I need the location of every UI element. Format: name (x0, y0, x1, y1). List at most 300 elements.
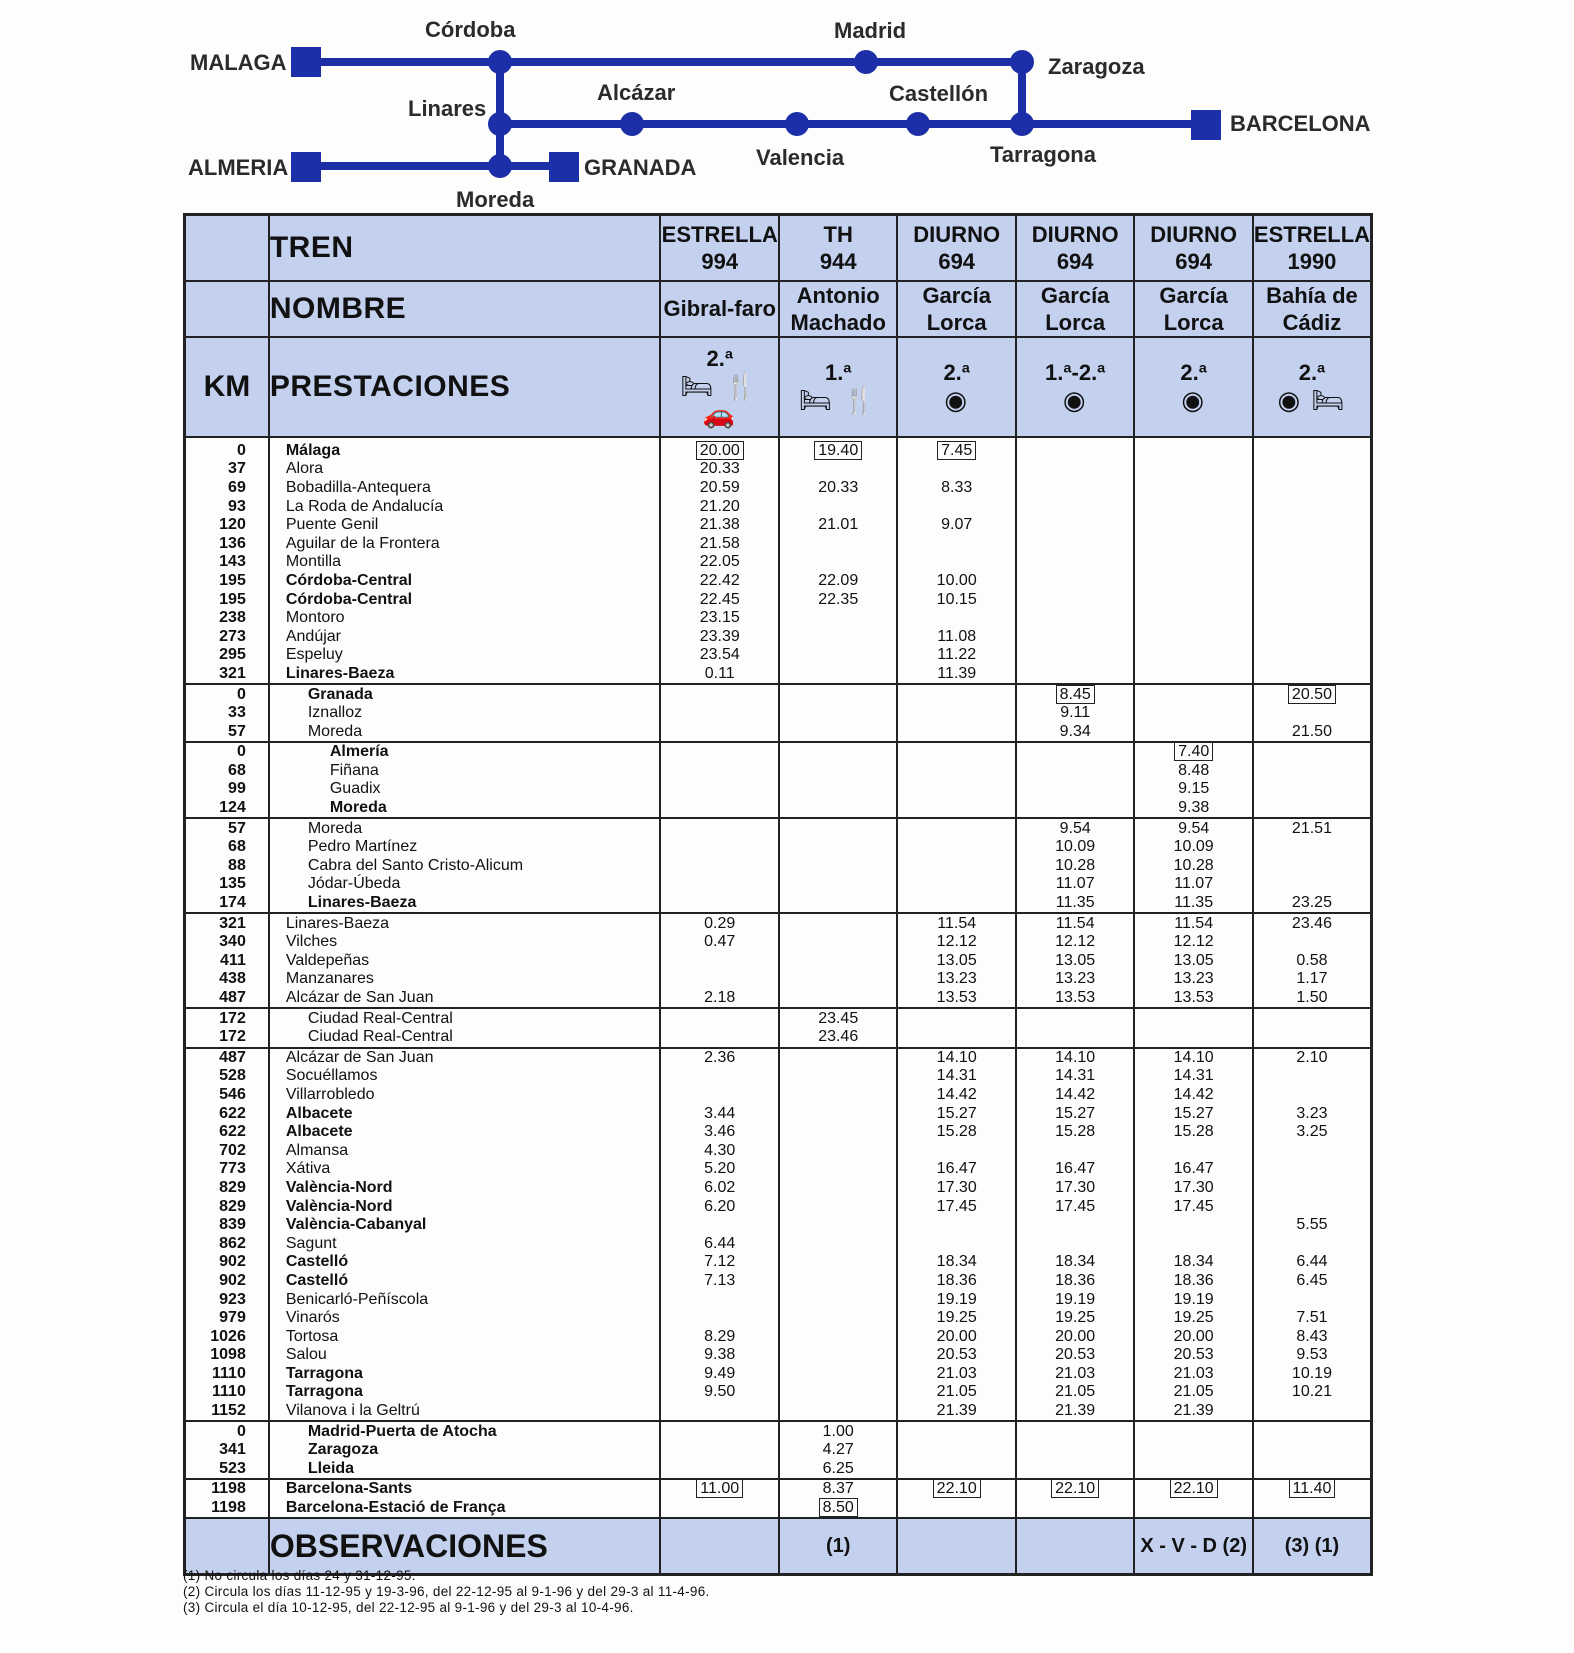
time-cell (779, 1086, 897, 1105)
departure-time: 9.15 (1178, 780, 1210, 798)
time-cell (897, 590, 1015, 609)
km-value: 862 (185, 1234, 269, 1253)
table-row (185, 1346, 1372, 1365)
departure-time: 9.54 (1178, 819, 1210, 837)
departure-time: 0.47 (704, 933, 736, 951)
time-cell (660, 1309, 778, 1328)
time-cell (1016, 1160, 1134, 1179)
table-row (185, 497, 1372, 516)
time-cell (660, 590, 778, 609)
time-cell (897, 627, 1015, 646)
time-cell (779, 572, 897, 591)
departure-time: 11.35 (1055, 894, 1095, 912)
time-cell (1016, 1383, 1134, 1402)
time-cell (1134, 742, 1252, 762)
departure-time: 22.05 (699, 553, 740, 571)
departure-time: 10.19 (1291, 1364, 1332, 1382)
departure-time: 13.23 (936, 970, 977, 988)
departure-time: 18.34 (1173, 1253, 1214, 1271)
time-cell (1016, 590, 1134, 609)
station-name: Córdoba-Central (269, 572, 661, 591)
time-cell (660, 1402, 778, 1422)
departure-time: 11.54 (937, 914, 977, 932)
km-value: 68 (185, 838, 269, 857)
departure-time: 6.02 (704, 1178, 736, 1196)
time-cell (660, 1216, 778, 1235)
time-cell (660, 1086, 778, 1105)
time-cell (1134, 989, 1252, 1009)
time-cell (897, 913, 1015, 933)
km-value: 902 (185, 1272, 269, 1291)
time-cell (1134, 1104, 1252, 1123)
time-cell (897, 1290, 1015, 1309)
table-row (185, 1402, 1372, 1422)
time-cell (1253, 1216, 1372, 1235)
departure-time: 8.29 (704, 1327, 736, 1345)
departure-time: 19.25 (1173, 1309, 1214, 1327)
time-cell (1253, 1365, 1372, 1384)
time-cell (1134, 1028, 1252, 1048)
table-row (185, 722, 1372, 742)
table-row (185, 646, 1372, 665)
departure-time: 21.50 (1291, 722, 1332, 740)
time-cell (897, 1160, 1015, 1179)
terminal-barcelona (1191, 110, 1221, 140)
time-cell (897, 460, 1015, 479)
departure-time: 17.30 (1055, 1178, 1096, 1196)
time-cell (897, 799, 1015, 819)
departure-time: 23.25 (1291, 894, 1332, 912)
time-cell (1134, 627, 1252, 646)
station-name: Lleida (269, 1460, 661, 1480)
km-value: 238 (185, 609, 269, 628)
station-name: Castelló (269, 1272, 661, 1291)
km-value: 68 (185, 762, 269, 781)
departure-time: 20.53 (1055, 1346, 1096, 1364)
departure-time: 22.09 (818, 571, 859, 589)
time-cell (1134, 1441, 1252, 1460)
city-label: Castellón (889, 81, 989, 106)
departure-time: 7.13 (704, 1271, 736, 1289)
time-cell (1134, 1234, 1252, 1253)
km-value: 57 (185, 818, 269, 838)
time-cell (660, 1028, 778, 1048)
time-cell (897, 818, 1015, 838)
table-row (185, 1141, 1372, 1160)
departure-time: 15.27 (936, 1104, 977, 1122)
time-cell (779, 1216, 897, 1235)
time-cell (1016, 1309, 1134, 1328)
departure-time: 14.42 (936, 1085, 977, 1103)
station-name: Linares-Baeza (269, 665, 661, 685)
station-name: Granada (269, 684, 661, 704)
departure-time: 9.34 (1059, 722, 1091, 740)
time-cell (1253, 479, 1372, 498)
label-prestaciones: PRESTACIONES (269, 337, 661, 437)
station-name: Almansa (269, 1141, 661, 1160)
km-value: 487 (185, 1048, 269, 1068)
station-name: Vilanova i la Geltrú (269, 1402, 661, 1422)
time-cell (1253, 970, 1372, 989)
table-row (185, 1499, 1372, 1519)
departure-time: 6.20 (704, 1197, 736, 1215)
cafeteria-icon: ◉ (1181, 384, 1206, 415)
departure-time: 6.44 (1296, 1253, 1328, 1271)
cafeteria-sleeper-icon: ◉ 🛏 (1277, 384, 1347, 415)
time-cell (779, 933, 897, 952)
departure-time: 10.28 (1055, 856, 1096, 874)
observaciones-row (185, 1518, 1372, 1575)
departure-time: 22.35 (818, 590, 859, 608)
time-cell (1253, 1290, 1372, 1309)
time-cell (897, 479, 1015, 498)
table-row (185, 1028, 1372, 1048)
time-cell (1253, 534, 1372, 553)
km-value: 340 (185, 933, 269, 952)
time-cell (897, 1327, 1015, 1346)
time-cell (779, 704, 897, 723)
departure-time: 13.05 (1055, 951, 1096, 969)
time-cell (897, 704, 1015, 723)
departure-time: 6.45 (1296, 1271, 1328, 1289)
station-name: Montoro (269, 609, 661, 628)
time-cell (660, 572, 778, 591)
departure-time: 8.48 (1178, 761, 1210, 779)
time-cell (897, 762, 1015, 781)
departure-time: 14.42 (1173, 1085, 1214, 1103)
time-cell (779, 762, 897, 781)
km-value: 1110 (185, 1383, 269, 1402)
city-label: MALAGA (190, 50, 287, 75)
time-cell (660, 1160, 778, 1179)
departure-time: 7.12 (704, 1253, 736, 1271)
time-cell (1134, 1290, 1252, 1309)
time-cell (1253, 1067, 1372, 1086)
table-row (185, 1067, 1372, 1086)
departure-time: 23.15 (699, 609, 740, 627)
footnotes (183, 1568, 710, 1616)
departure-time: 11.00 (696, 1479, 743, 1498)
time-cell (779, 1160, 897, 1179)
km-value: 411 (185, 952, 269, 971)
time-cell (1134, 1253, 1252, 1272)
station-name: Moreda (269, 799, 661, 819)
time-cell (1134, 1216, 1252, 1235)
time-cell (779, 894, 897, 914)
time-cell (897, 1441, 1015, 1460)
time-cell (1134, 1421, 1252, 1441)
km-value: 829 (185, 1179, 269, 1198)
station-name: Linares-Baeza (269, 913, 661, 933)
time-cell (1253, 1028, 1372, 1048)
time-cell (1016, 1028, 1134, 1048)
time-cell (1253, 1421, 1372, 1441)
time-cell (660, 1383, 778, 1402)
departure-time: 11.07 (1055, 875, 1095, 893)
departure-time: 23.46 (1291, 914, 1332, 932)
station-name: Pedro Martínez (269, 838, 661, 857)
terminal-granada (549, 152, 579, 182)
departure-time: 11.35 (1174, 894, 1214, 912)
km-value: 622 (185, 1123, 269, 1142)
table-row (185, 970, 1372, 989)
km-value: 136 (185, 534, 269, 553)
time-cell (1016, 1365, 1134, 1384)
time-cell (1253, 1383, 1372, 1402)
time-cell (1016, 894, 1134, 914)
km-value: 1110 (185, 1365, 269, 1384)
station-name: Xátiva (269, 1160, 661, 1179)
time-cell (1016, 553, 1134, 572)
departure-time: 18.36 (936, 1271, 977, 1289)
time-cell (779, 1499, 897, 1519)
departure-time: 21.03 (936, 1364, 977, 1382)
time-cell (897, 1216, 1015, 1235)
time-cell (1134, 460, 1252, 479)
departure-time: 9.07 (941, 516, 973, 534)
departure-time: 9.38 (1178, 799, 1210, 817)
table-row (185, 1290, 1372, 1309)
time-cell (897, 989, 1015, 1009)
time-cell (1134, 1383, 1252, 1402)
train-col-header: DIURNO 694 (1134, 215, 1252, 281)
departure-time: 17.45 (936, 1197, 977, 1215)
time-cell (779, 1104, 897, 1123)
departure-time: 19.19 (1055, 1290, 1096, 1308)
station-name: València-Nord (269, 1179, 661, 1198)
stop-zaragoza (1010, 50, 1034, 74)
station-name: Iznalloz (269, 704, 661, 723)
time-cell (1016, 534, 1134, 553)
train-col-header: TH 944 (779, 215, 897, 281)
table-row (185, 553, 1372, 572)
time-cell (897, 534, 1015, 553)
time-cell (779, 1272, 897, 1291)
departure-time: 17.45 (1055, 1197, 1096, 1215)
time-cell (897, 1309, 1015, 1328)
time-cell (660, 516, 778, 535)
departure-time: 11.54 (1174, 914, 1214, 932)
time-cell (1016, 497, 1134, 516)
departure-time: 3.44 (704, 1104, 736, 1122)
train-class: 1.ª-2.ª (1045, 359, 1106, 385)
table-row (185, 1460, 1372, 1480)
departure-time: 23.39 (699, 627, 740, 645)
time-cell (1016, 1104, 1134, 1123)
city-label: Tarragona (990, 142, 1096, 167)
km-value: 702 (185, 1141, 269, 1160)
time-cell (660, 838, 778, 857)
station-name: Tarragona (269, 1365, 661, 1384)
km-value: 523 (185, 1460, 269, 1480)
time-cell (1016, 818, 1134, 838)
departure-time: 19.19 (1173, 1290, 1214, 1308)
footnote: (1) No circula los días 24 y 31-12-95. (183, 1568, 416, 1583)
departure-time: 4.27 (822, 1441, 854, 1459)
time-cell (897, 1421, 1015, 1441)
table-row (185, 1309, 1372, 1328)
sleeper-restaurant-icon: 🛏 🍴 (798, 384, 878, 415)
departure-time: 2.10 (1296, 1048, 1328, 1066)
time-cell (1253, 1479, 1372, 1499)
departure-time: 17.45 (1173, 1197, 1214, 1215)
time-cell (1016, 627, 1134, 646)
time-cell (1134, 1086, 1252, 1105)
station-name: Guadix (269, 780, 661, 799)
train-name: Antonio Machado (779, 281, 897, 337)
time-cell (1253, 1086, 1372, 1105)
departure-time: 17.30 (936, 1178, 977, 1196)
time-cell (1134, 970, 1252, 989)
departure-time: 7.51 (1296, 1309, 1328, 1327)
time-cell (1253, 609, 1372, 628)
departure-time: 2.18 (704, 989, 736, 1007)
time-cell (779, 1253, 897, 1272)
time-cell (779, 1179, 897, 1198)
departure-time: 19.40 (814, 441, 862, 460)
time-cell (660, 933, 778, 952)
train-col-header: DIURNO 694 (1016, 215, 1134, 281)
table-row (185, 590, 1372, 609)
table-row (185, 437, 1372, 461)
time-cell (779, 1441, 897, 1460)
time-cell (779, 970, 897, 989)
departure-time: 20.33 (699, 460, 740, 478)
station-name: Barcelona-Estació de França (269, 1499, 661, 1519)
time-cell (897, 1067, 1015, 1086)
table-row (185, 1421, 1372, 1441)
km-value: 174 (185, 894, 269, 914)
departure-time: 8.33 (941, 478, 973, 496)
time-cell (897, 722, 1015, 742)
time-cell (1016, 799, 1134, 819)
time-cell (1253, 1253, 1372, 1272)
time-cell (779, 627, 897, 646)
departure-time: 10.09 (1055, 838, 1096, 856)
station-name: Montilla (269, 553, 661, 572)
departure-time: 1.50 (1296, 989, 1328, 1007)
departure-time: 1.17 (1296, 970, 1328, 988)
table-row (185, 684, 1372, 704)
departure-time: 9.38 (704, 1346, 736, 1364)
departure-time: 13.23 (1173, 970, 1214, 988)
time-cell (779, 1365, 897, 1384)
time-cell (1134, 553, 1252, 572)
time-cell (1134, 894, 1252, 914)
departure-time: 13.53 (1173, 989, 1214, 1007)
time-cell (1016, 970, 1134, 989)
label-km: KM (185, 337, 269, 437)
time-cell (779, 1479, 897, 1499)
departure-time: 19.19 (936, 1290, 977, 1308)
time-cell (660, 799, 778, 819)
station-name: Villarrobledo (269, 1086, 661, 1105)
time-cell (660, 952, 778, 971)
time-cell (1016, 933, 1134, 952)
departure-time: 8.43 (1296, 1327, 1328, 1345)
time-cell (1134, 1460, 1252, 1480)
km-value: 438 (185, 970, 269, 989)
station-name: Salou (269, 1346, 661, 1365)
departure-time: 20.50 (1288, 685, 1336, 704)
time-cell (779, 553, 897, 572)
train-name: Gibral-faro (660, 281, 778, 337)
time-cell (897, 572, 1015, 591)
sleeper-restaurant-car-icon: 🛏 🍴 🚗 (680, 370, 760, 429)
table-row (185, 516, 1372, 535)
footnote: (3) Circula el día 10-12-95, del 22-12-95 al 9-1-96 y del 29-3 al 10-4-96. (183, 1600, 634, 1615)
station-name: Valdepeñas (269, 952, 661, 971)
departure-time: 15.27 (1055, 1104, 1096, 1122)
departure-time: 12.12 (1055, 933, 1096, 951)
time-cell (1134, 1499, 1252, 1519)
time-cell (660, 913, 778, 933)
time-cell (1253, 1272, 1372, 1291)
time-cell (779, 989, 897, 1009)
departure-time: 20.00 (1173, 1327, 1214, 1345)
time-cell (1134, 1346, 1252, 1365)
time-cell (1016, 1086, 1134, 1105)
time-cell (1253, 1460, 1372, 1480)
departure-time: 11.54 (1055, 914, 1095, 932)
time-cell (660, 1479, 778, 1499)
time-cell (1134, 572, 1252, 591)
departure-time: 23.46 (818, 1028, 859, 1046)
time-cell (1016, 1008, 1134, 1028)
observacion (660, 1518, 778, 1575)
departure-time: 22.10 (1170, 1479, 1218, 1498)
table-row (185, 742, 1372, 762)
city-label: BARCELONA (1230, 111, 1371, 136)
time-cell (779, 479, 897, 498)
departure-time: 10.21 (1291, 1383, 1332, 1401)
time-cell (897, 970, 1015, 989)
table-row (185, 1365, 1372, 1384)
time-cell (1016, 838, 1134, 857)
table-row (185, 894, 1372, 914)
time-cell (660, 1327, 778, 1346)
stop-castellon (906, 112, 930, 136)
time-cell (1253, 1104, 1372, 1123)
time-cell (1016, 722, 1134, 742)
departure-time: 14.10 (1055, 1048, 1096, 1066)
train-name: García Lorca (1016, 281, 1134, 337)
km-value: 829 (185, 1197, 269, 1216)
time-cell (1016, 1402, 1134, 1422)
departure-time: 14.31 (1173, 1067, 1214, 1085)
time-cell (1016, 875, 1134, 894)
station-name: Almería (269, 742, 661, 762)
time-cell (660, 1290, 778, 1309)
departure-time: 21.03 (1173, 1364, 1214, 1382)
time-cell (1253, 1197, 1372, 1216)
departure-time: 21.39 (936, 1402, 977, 1420)
table-row (185, 1179, 1372, 1198)
table-row (185, 875, 1372, 894)
label-nombre: NOMBRE (269, 281, 661, 337)
time-cell (1253, 572, 1372, 591)
departure-time: 20.00 (1055, 1327, 1096, 1345)
time-cell (660, 553, 778, 572)
time-cell (1134, 1067, 1252, 1086)
km-value: 135 (185, 875, 269, 894)
departure-time: 11.39 (937, 664, 977, 682)
departure-time: 15.28 (1173, 1123, 1214, 1141)
time-cell (779, 857, 897, 876)
departure-time: 11.22 (937, 646, 977, 664)
time-cell (1253, 627, 1372, 646)
time-cell (660, 1421, 778, 1441)
